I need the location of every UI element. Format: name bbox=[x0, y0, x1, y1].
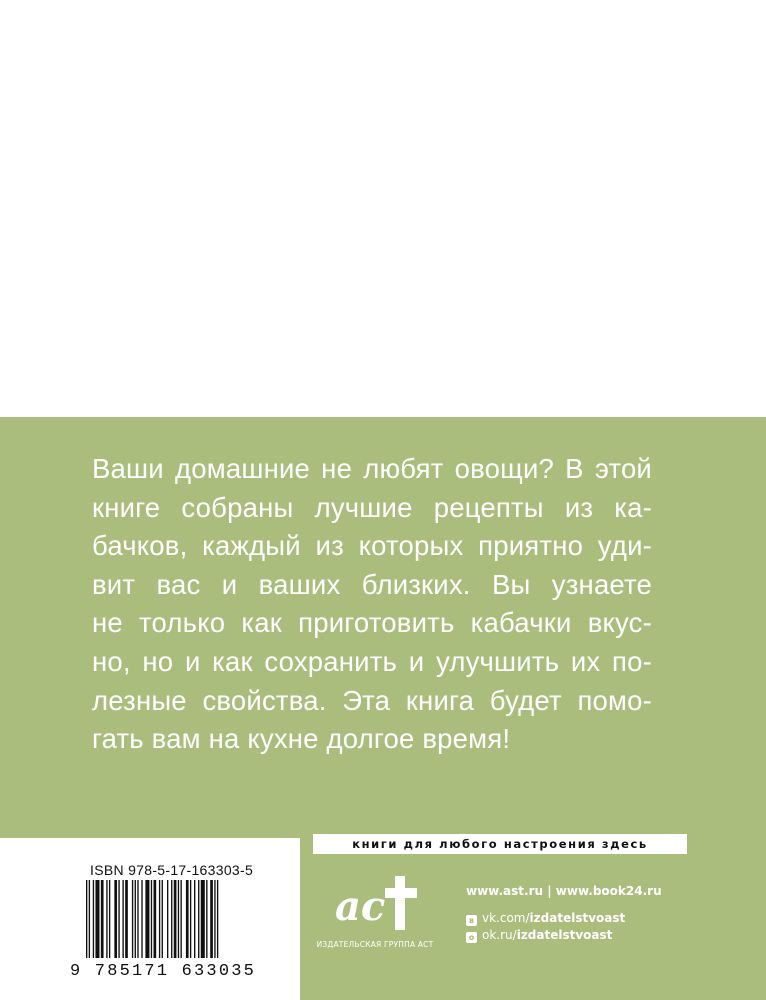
barcode-bar bbox=[122, 880, 123, 958]
barcode-bar bbox=[154, 880, 157, 958]
barcode-bar bbox=[217, 880, 218, 958]
blurb-text bbox=[92, 450, 652, 759]
blurb-line: Ваши домашние не любят овощи? В этой bbox=[92, 453, 652, 484]
ast-logo bbox=[333, 868, 429, 938]
barcode-bar bbox=[167, 880, 168, 958]
slogan-text: книги для любого настроения здесь bbox=[352, 837, 648, 851]
barcode-bar bbox=[101, 880, 104, 958]
barcode-bar bbox=[178, 880, 179, 958]
barcode-bar bbox=[89, 880, 90, 958]
barcode-bar bbox=[159, 880, 160, 958]
blurb-line: лезные свойства. Эта книга будет помо- bbox=[92, 684, 652, 716]
barcode-bar bbox=[214, 880, 215, 958]
barcode-bar bbox=[86, 880, 87, 958]
blurb-line: гать вам на кухне долгое время! bbox=[92, 723, 511, 755]
top-blank-area bbox=[0, 0, 766, 417]
barcode-bar bbox=[114, 880, 117, 958]
ast-logo-text: ас bbox=[335, 883, 386, 930]
barcode bbox=[84, 880, 250, 964]
barcode-bar bbox=[141, 880, 142, 958]
barcode-bar bbox=[206, 880, 207, 958]
barcode-bar bbox=[106, 880, 107, 958]
publisher-name: ИЗДАТЕЛЬСКАЯ ГРУППА АСТ bbox=[316, 940, 434, 949]
barcode-bar bbox=[201, 880, 205, 958]
ok-link-handle: izdatelstvoast bbox=[516, 928, 613, 942]
blurb-line: вит вас и ваших близких. Вы узнаете bbox=[92, 568, 652, 600]
barcode-bar bbox=[171, 880, 172, 958]
barcode-bar bbox=[135, 880, 136, 958]
blurb-line: бачков, каждый из которых приятно уди- bbox=[92, 530, 652, 562]
barcode-bar bbox=[190, 880, 191, 958]
barcode-bar bbox=[162, 880, 163, 958]
slogan-bar bbox=[313, 834, 687, 854]
barcode-bar bbox=[186, 880, 189, 958]
blurb-line: книге собраны лучшие рецепты из ка- bbox=[92, 491, 652, 523]
barcode-bar bbox=[132, 880, 133, 958]
isbn-number: ISBN 978-5-17-163303-5 bbox=[90, 862, 254, 878]
barcode-bar bbox=[194, 880, 195, 958]
barcode-bar bbox=[95, 880, 99, 958]
barcode-bar bbox=[109, 880, 110, 958]
barcode-bar bbox=[174, 880, 177, 958]
blurb-line: не только как приготовить кабачки вкус- bbox=[92, 607, 652, 639]
website-links[interactable]: www.ast.ru | www.book24.ru bbox=[466, 884, 662, 898]
vk-link[interactable] bbox=[466, 911, 625, 926]
ok-link[interactable] bbox=[466, 928, 612, 943]
barcode-bar bbox=[118, 880, 119, 958]
vk-icon: в bbox=[466, 915, 477, 926]
barcode-bar bbox=[125, 880, 128, 958]
vk-link-handle: izdatelstvoast bbox=[529, 911, 626, 925]
barcode-bar bbox=[93, 880, 94, 958]
barcode-bar bbox=[181, 880, 182, 958]
barcode-bar bbox=[137, 880, 138, 958]
barcode-bar bbox=[145, 880, 149, 958]
vk-link-prefix: vk.com/ bbox=[482, 911, 530, 925]
barcode-digits: 9 785171 633035 bbox=[70, 962, 257, 981]
blurb-line: но, но и как сохранить и улучшить их по- bbox=[92, 645, 652, 677]
barcode-bar bbox=[151, 880, 152, 958]
barcode-bar bbox=[210, 880, 213, 958]
barcode-bar bbox=[198, 880, 199, 958]
ok-icon: о bbox=[466, 932, 477, 943]
ast-logo-cross-mark bbox=[385, 876, 417, 930]
ok-link-prefix: ok.ru/ bbox=[482, 928, 517, 942]
